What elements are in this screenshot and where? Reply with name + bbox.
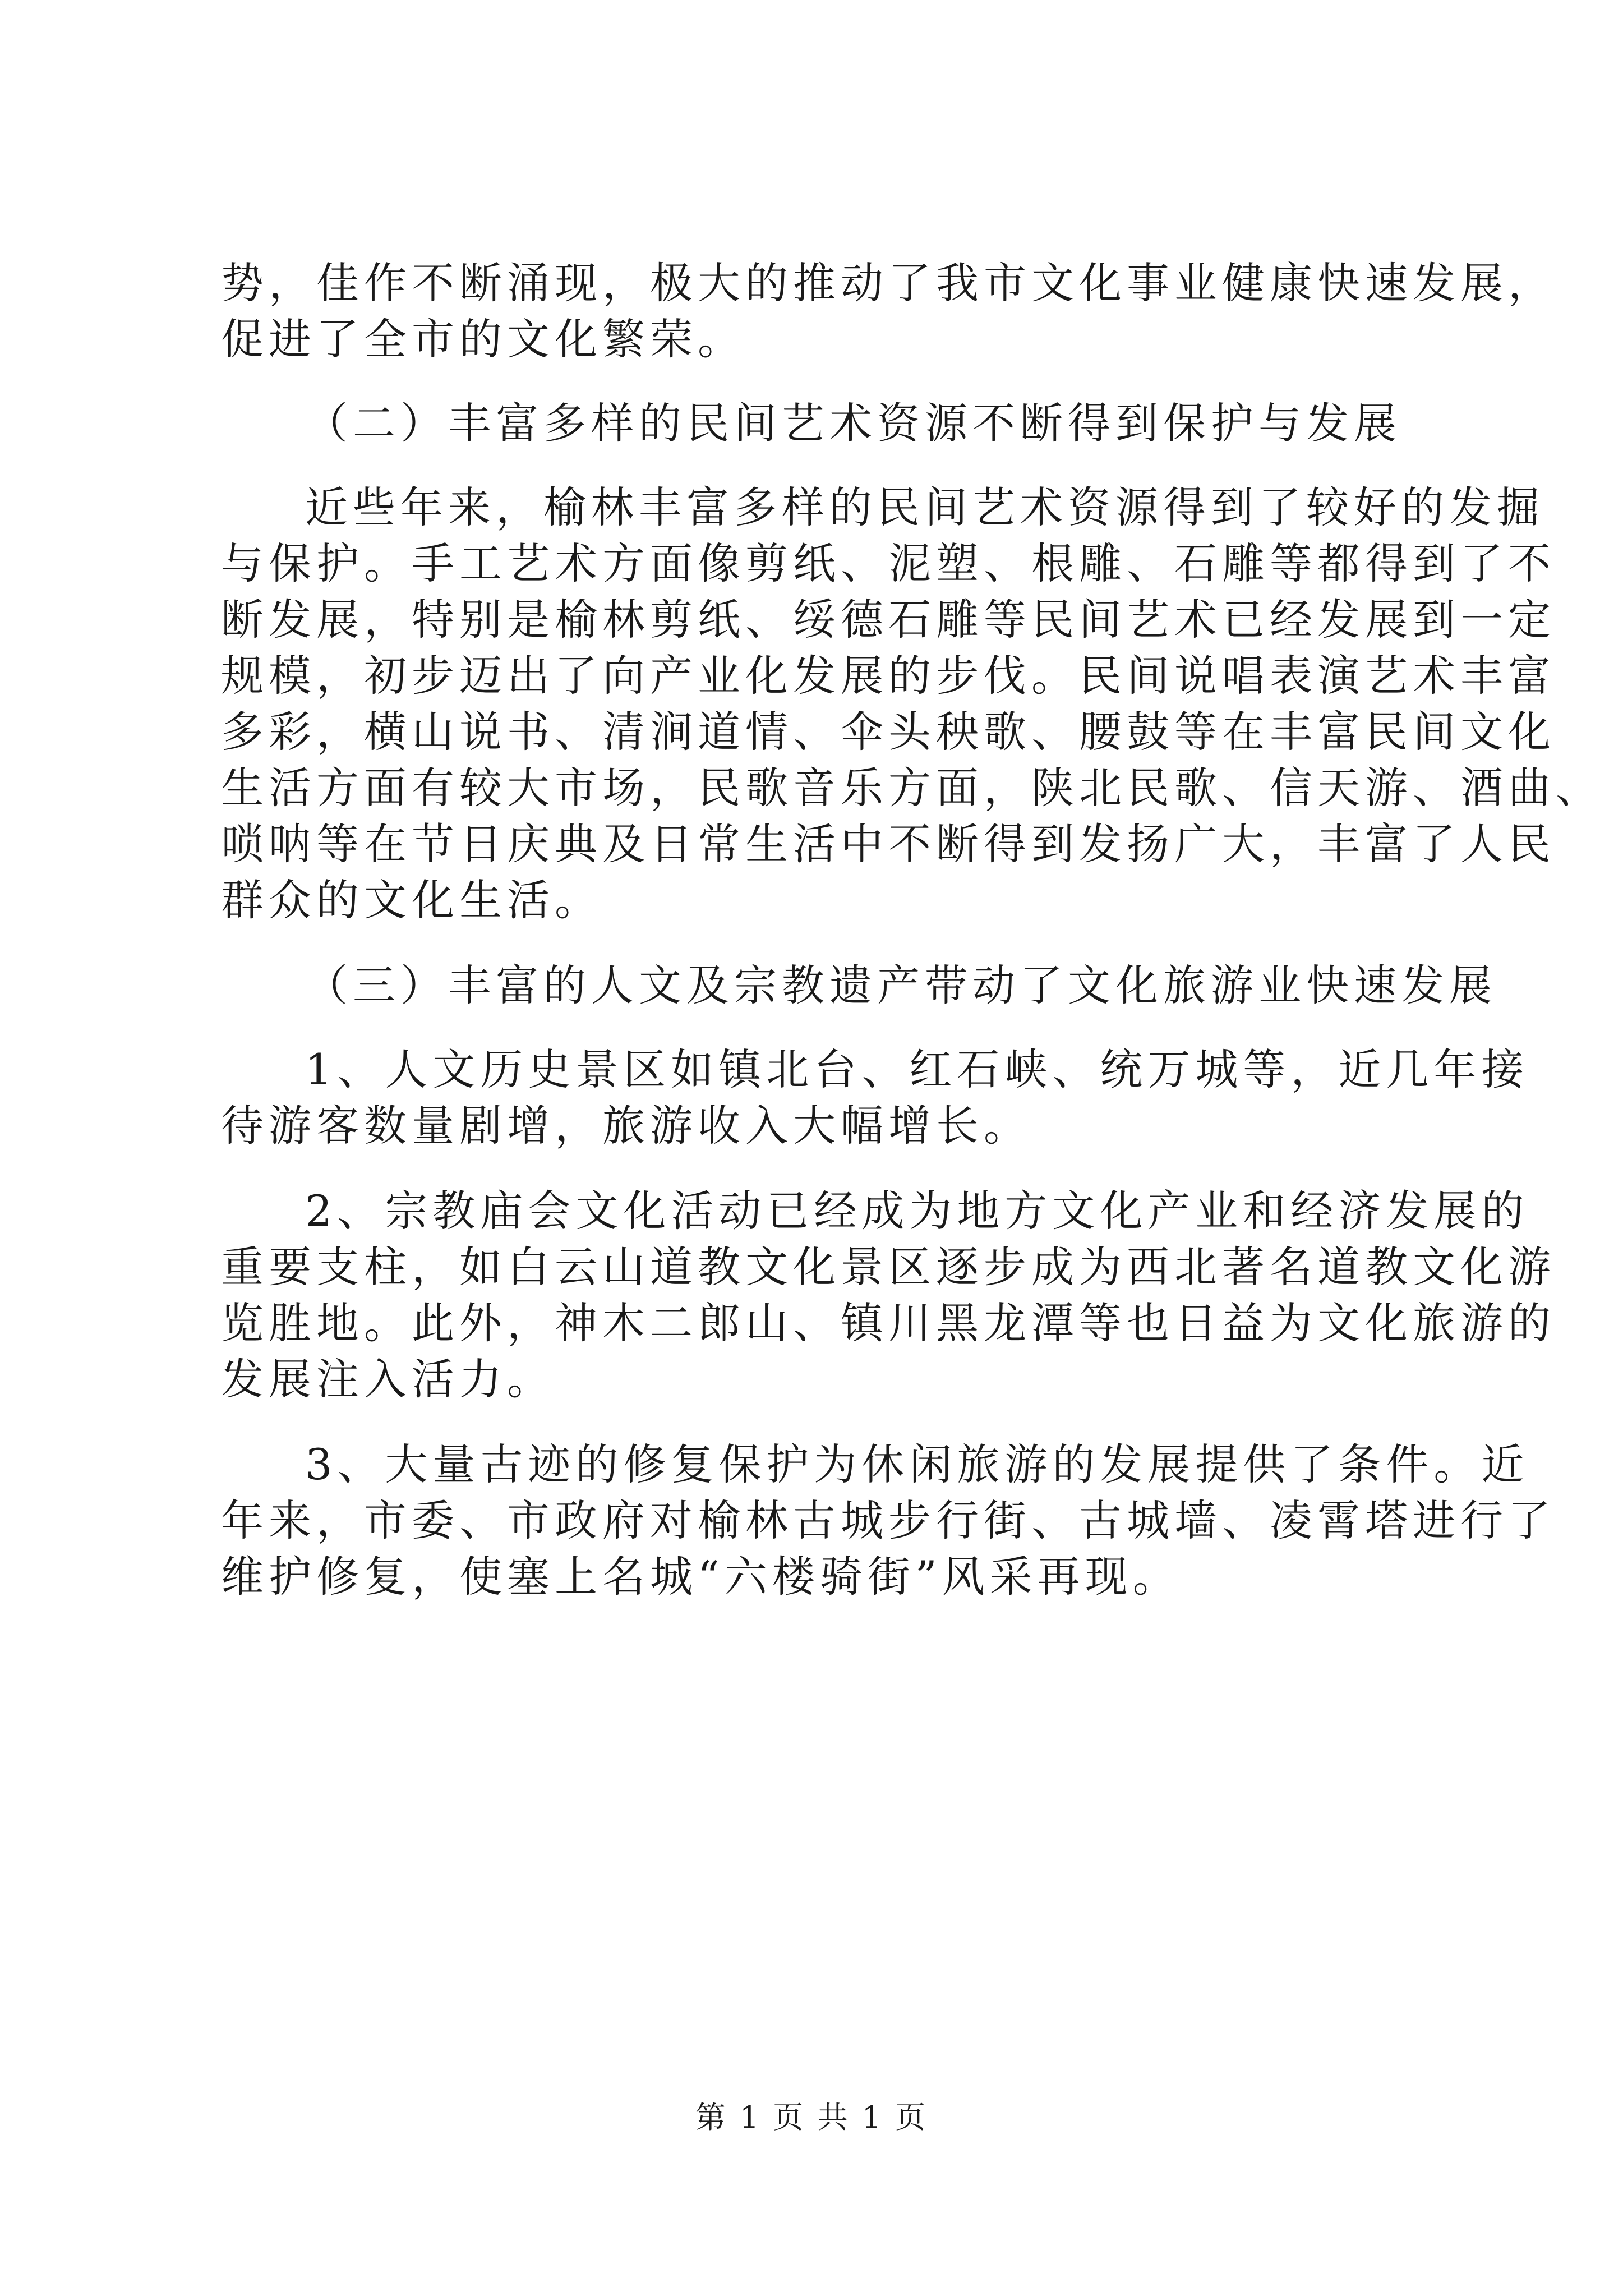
paragraph-line: 近些年来，榆林丰富多样的民间艺术资源得到了较好的发掘	[305, 482, 1544, 532]
paragraph-line: 与保护。手工艺术方面像剪纸、泥塑、根雕、石雕等都得到了不	[221, 539, 1556, 588]
paragraph-line: 促进了全市的文化繁荣。	[221, 314, 745, 364]
document-body	[221, 255, 1603, 1605]
paragraph-line: 唢呐等在节日庆典及日常生活中不断得到发扬广大，丰富了人民	[221, 819, 1556, 869]
paragraph-line: 年来，市委、市政府对榆林古城步行街、古城墙、凌霄塔进行了	[221, 1496, 1556, 1545]
paragraph-line: 发展注入活力。	[221, 1354, 555, 1404]
paragraph-line: 势，佳作不断涌现，极大的推动了我市文化事业健康快速发展，	[221, 258, 1556, 308]
paragraph-line: 断发展，特别是榆林剪纸、绥德石雕等民间艺术已经发展到一定	[221, 595, 1556, 645]
section-heading-2: （二）丰富多样的民间艺术资源不断得到保护与发展	[305, 398, 1401, 448]
list-item-1: 1、人文历史景区如镇北台、红石峡、统万城等，近几年接	[305, 1045, 1529, 1094]
paragraph-line: 维护修复，使塞上名城“六楼骑街”风采再现。	[221, 1552, 1181, 1602]
list-item-2: 2、宗教庙会文化活动已经成为地方文化产业和经济发展的	[305, 1186, 1529, 1236]
paragraph-line: 重要支柱，如白云山道教文化景区逐步成为西北著名道教文化游	[221, 1242, 1556, 1292]
paragraph-line: 览胜地。此外，神木二郎山、镇川黑龙潭等也日益为文化旅游的	[221, 1298, 1556, 1348]
list-item-3: 3、大量古迹的修复保护为休闲旅游的发展提供了条件。近	[305, 1439, 1529, 1489]
section-heading-3: （三）丰富的人文及宗教遗产带动了文化旅游业快速发展	[305, 960, 1497, 1010]
paragraph-line: 群众的文化生活。	[221, 875, 602, 925]
paragraph-line: 多彩，横山说书、清涧道情、伞头秧歌、腰鼓等在丰富民间文化	[221, 707, 1556, 757]
paragraph-line: 生活方面有较大市场，民歌音乐方面，陕北民歌、信天游、酒曲、	[221, 763, 1603, 813]
page-number-footer: 第 1 页 共 1 页	[695, 2100, 928, 2135]
paragraph-line: 待游客数量剧增，旅游收入大幅增长。	[221, 1101, 1031, 1151]
paragraph-line: 规模，初步迈出了向产业化发展的步伐。民间说唱表演艺术丰富	[221, 651, 1556, 701]
